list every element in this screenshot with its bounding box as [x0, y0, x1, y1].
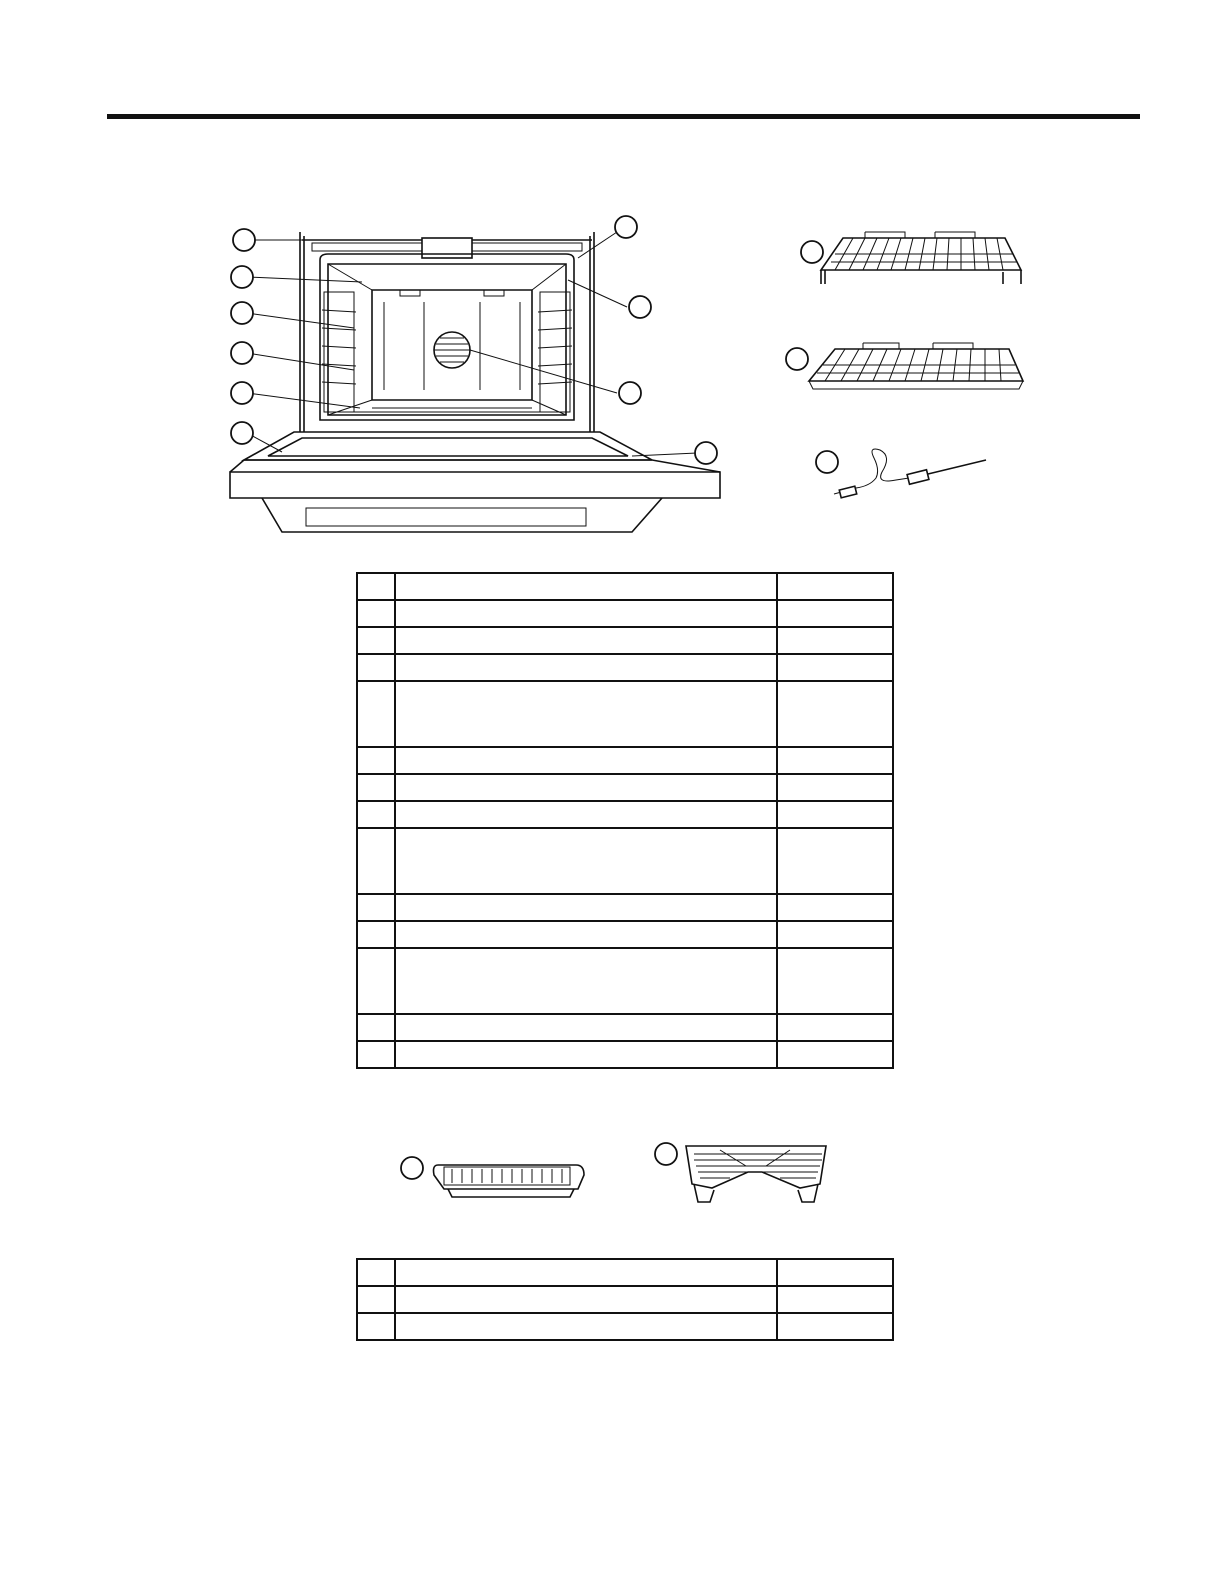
page-reference [777, 627, 893, 654]
broiler-pan-icon [398, 1153, 588, 1203]
page-reference [777, 774, 893, 801]
table-row [357, 1286, 893, 1313]
table-row [357, 921, 893, 948]
feature-name [395, 1014, 777, 1041]
table-row [357, 627, 893, 654]
accessories-table [356, 1258, 894, 1341]
feature-name [395, 573, 777, 600]
offset-rack-icon [783, 335, 1028, 395]
table-row [357, 654, 893, 681]
page-reference [777, 1041, 893, 1068]
row-number [357, 1259, 395, 1286]
feature-name [395, 681, 777, 747]
features-table [356, 572, 894, 1069]
feature-name [395, 828, 777, 894]
feature-name [395, 894, 777, 921]
row-number [357, 573, 395, 600]
row-number [357, 1041, 395, 1068]
row-number [357, 921, 395, 948]
table-row [357, 1041, 893, 1068]
feature-name [395, 1286, 777, 1313]
row-number [357, 747, 395, 774]
page-reference [777, 681, 893, 747]
table-row [357, 573, 893, 600]
row-number [357, 948, 395, 1014]
feature-name [395, 600, 777, 627]
feature-name [395, 774, 777, 801]
row-number [357, 654, 395, 681]
page-reference [777, 1259, 893, 1286]
row-number [357, 1313, 395, 1340]
feature-name [395, 948, 777, 1014]
feature-name [395, 921, 777, 948]
table-row [357, 747, 893, 774]
feature-name [395, 654, 777, 681]
page-reference [777, 654, 893, 681]
feature-name [395, 627, 777, 654]
page-reference [777, 573, 893, 600]
page-reference [777, 600, 893, 627]
row-number [357, 894, 395, 921]
feature-name [395, 1313, 777, 1340]
page-reference [777, 801, 893, 828]
feature-name [395, 801, 777, 828]
top-vent-slots [312, 238, 582, 258]
table-row [357, 600, 893, 627]
flat-rack-icon [795, 228, 1025, 290]
page-reference [777, 1313, 893, 1340]
table-row [357, 1259, 893, 1286]
page-reference [777, 828, 893, 894]
table-row [357, 1313, 893, 1340]
table-row [357, 801, 893, 828]
row-number [357, 774, 395, 801]
table-row [357, 774, 893, 801]
feature-name [395, 1041, 777, 1068]
row-number [357, 828, 395, 894]
feature-name [395, 1259, 777, 1286]
header-rule [107, 114, 1140, 119]
table-row [357, 828, 893, 894]
row-number [357, 600, 395, 627]
table-row [357, 894, 893, 921]
page-reference [777, 948, 893, 1014]
row-number [357, 681, 395, 747]
oven-cavity-illustration [222, 210, 732, 545]
page-reference [777, 747, 893, 774]
feature-name [395, 747, 777, 774]
row-number [357, 1286, 395, 1313]
page-reference [777, 1014, 893, 1041]
roasting-rack-icon [650, 1136, 832, 1210]
table-row [357, 1014, 893, 1041]
table-row [357, 948, 893, 1014]
row-number [357, 1014, 395, 1041]
row-number [357, 627, 395, 654]
meat-probe-icon [810, 440, 990, 506]
page-reference [777, 894, 893, 921]
page-reference [777, 921, 893, 948]
row-number [357, 801, 395, 828]
page-reference [777, 1286, 893, 1313]
table-row [357, 681, 893, 747]
